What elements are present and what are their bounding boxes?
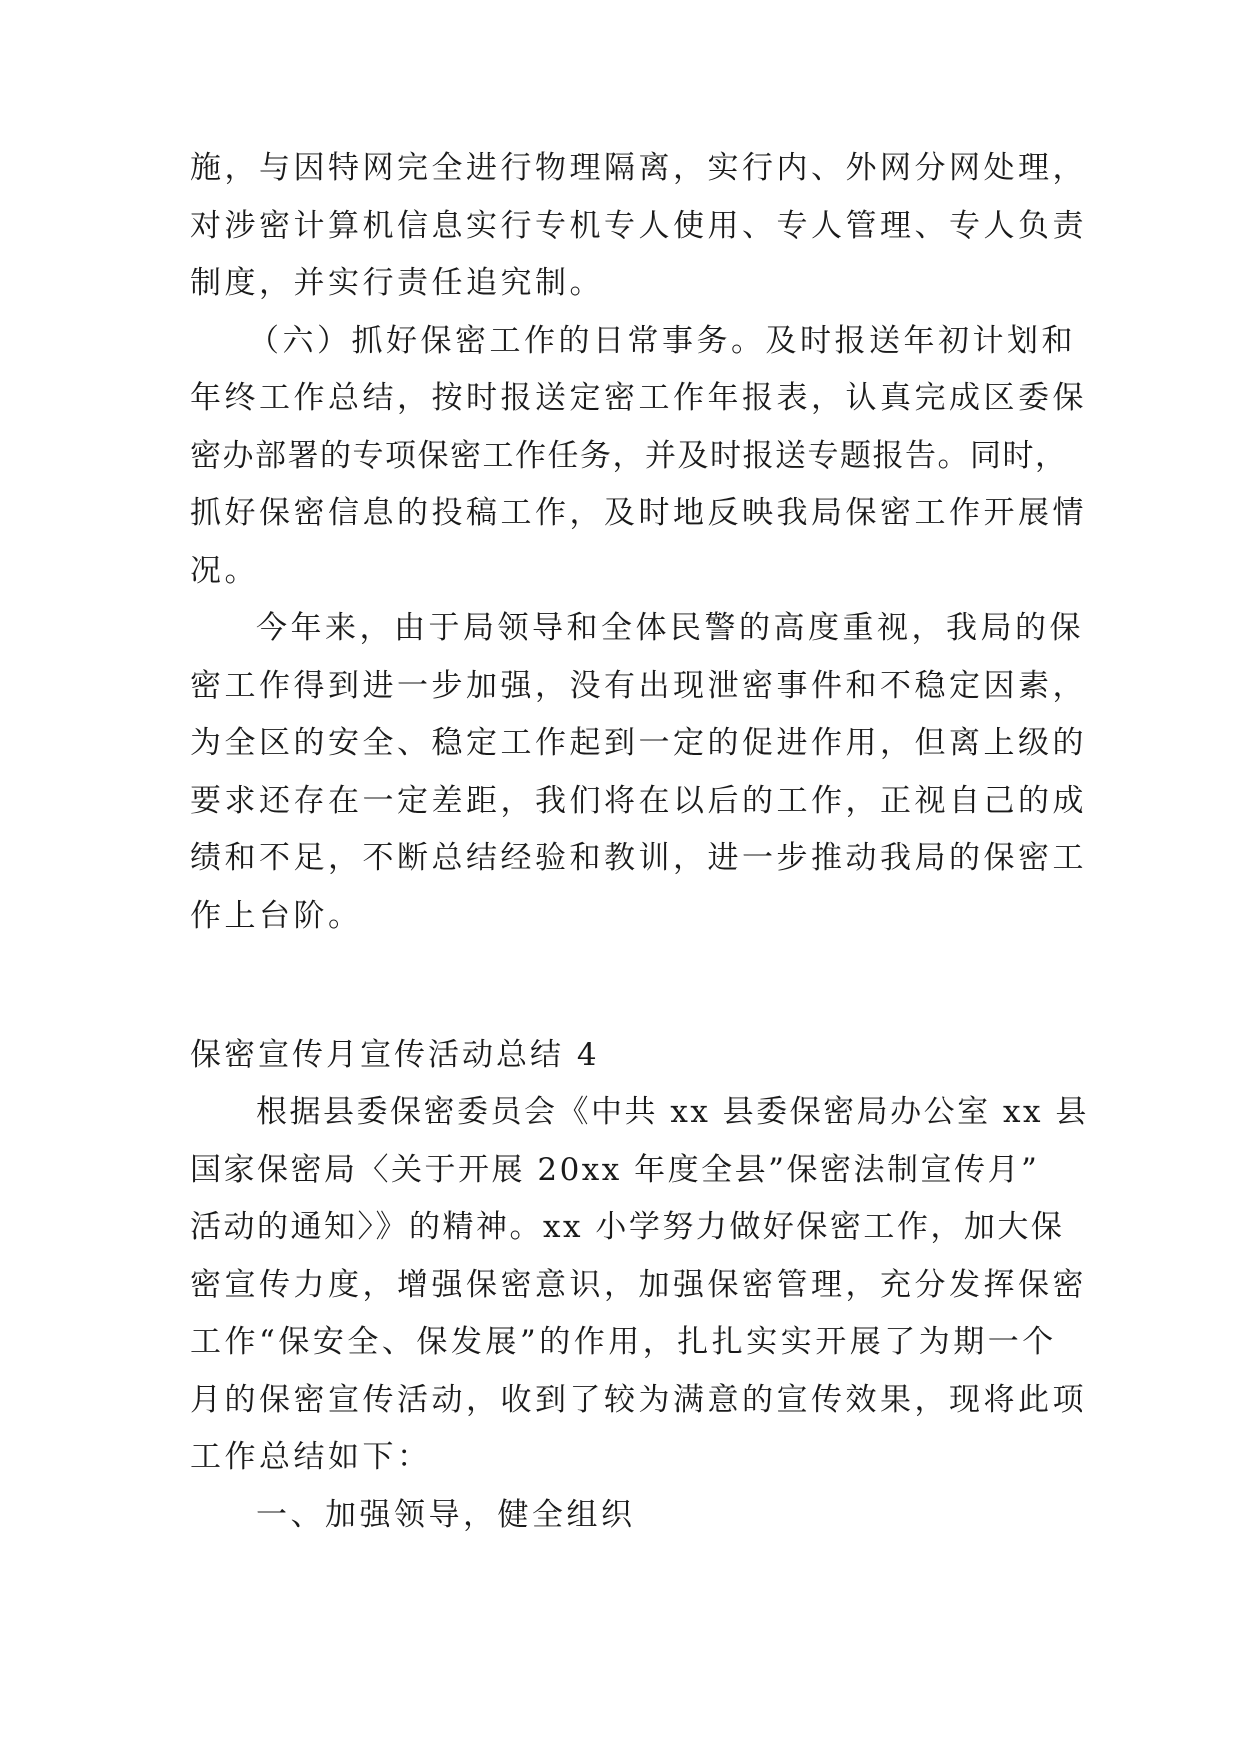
text-line: 月的保密宣传活动，收到了较为满意的宣传效果，现将此项 bbox=[190, 1381, 1087, 1418]
body-text-part1 bbox=[190, 140, 1087, 945]
text-line: 今年来，由于局领导和全体民警的高度重视，我局的保 bbox=[256, 610, 1084, 646]
text-line: 施，与因特网完全进行物理隔离，实行内、外网分网处理， bbox=[190, 150, 1087, 186]
text-line: 密宣传力度，增强保密意识，加强保密管理，充分发挥保密 bbox=[190, 1266, 1087, 1303]
text-line: 根据县委保密委员会《中共 xx 县委保密局办公室 xx 县 bbox=[256, 1094, 1089, 1130]
section-title: 保密宣传月宣传活动总结 4 bbox=[190, 1037, 600, 1073]
text-line: 工作总结如下： bbox=[190, 1439, 432, 1475]
text-line: （六）抓好保密工作的日常事务。及时报送年初计划和 bbox=[248, 322, 1076, 359]
text-line: 要求还存在一定差距，我们将在以后的工作，正视自己的成 bbox=[190, 782, 1087, 819]
text-line: 密工作得到进一步加强，没有出现泄密事件和不稳定因素， bbox=[190, 667, 1087, 704]
text-line: 年终工作总结，按时报送定密工作年报表，认真完成区委保 bbox=[190, 380, 1087, 416]
text-line: 况。 bbox=[190, 552, 259, 589]
text-line: 密办部署的专项保密工作任务，并及时报送专题报告。同时， bbox=[190, 437, 1068, 474]
body-text-section4 bbox=[190, 1084, 1089, 1544]
text-line: 活动的通知〉》的精神。xx 小学努力做好保密工作，加大保 bbox=[190, 1209, 1065, 1245]
text-line: 制度，并实行责任追究制。 bbox=[190, 265, 604, 301]
text-line: 对涉密计算机信息实行专机专人使用、专人管理、专人负责 bbox=[190, 207, 1087, 244]
text-line: 绩和不足，不断总结经验和教训，进一步推动我局的保密工 bbox=[190, 840, 1087, 876]
text-line: 抓好保密信息的投稿工作，及时地反映我局保密工作开展情 bbox=[190, 495, 1087, 531]
text-line: 国家保密局〈关于开展 20xx 年度全县”保密法制宣传月” bbox=[190, 1151, 1040, 1188]
text-line: 一、加强领导，健全组织 bbox=[256, 1496, 636, 1533]
text-line: 工作“保安全、保发展”的作用，扎扎实实开展了为期一个 bbox=[190, 1324, 1057, 1360]
text-line: 为全区的安全、稳定工作起到一定的促进作用，但离上级的 bbox=[190, 725, 1087, 761]
text-line: 作上台阶。 bbox=[190, 897, 363, 934]
